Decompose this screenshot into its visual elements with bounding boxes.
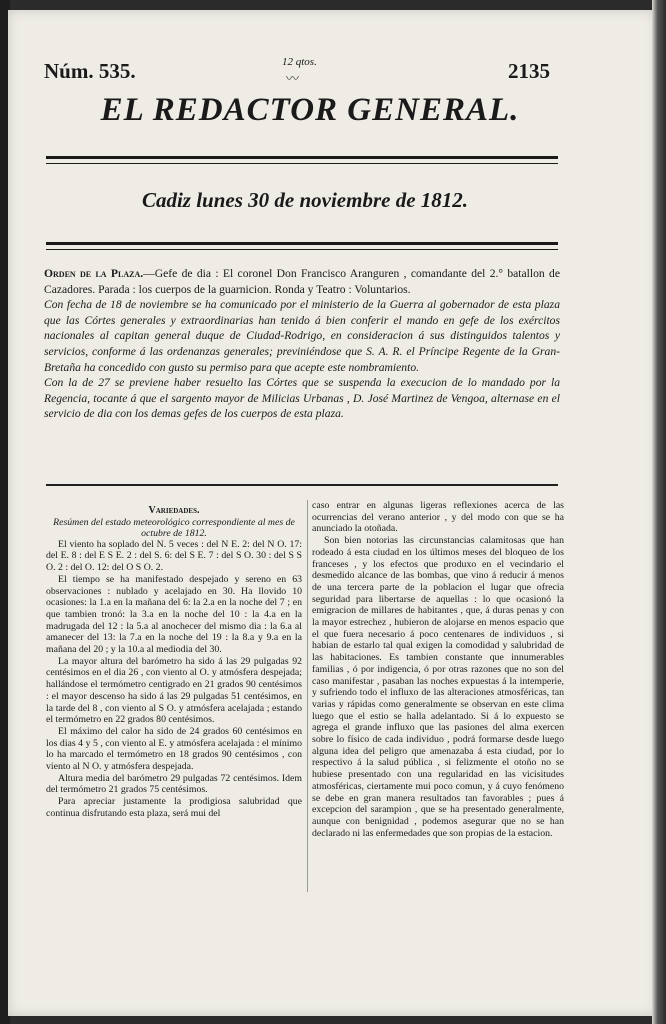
masthead-rule [46, 156, 558, 164]
paragraph: La mayor altura del barómetro ha sido á las 29 pulgadas 92 centésimos en el dia 26 , con viento al O. y atmósfera despejada; hallándose el termómetro centigrado en 21 grados 90 centésimos : el mayor descenso ha sido á las 29 pulgadas 51 centésimos, en la tarde del 8 , con viento al S O. y atmósfera acelajada ; estando el termómetro en 22 grados 80 centésimos. [46, 655, 302, 726]
page-number: 2135 [508, 59, 550, 83]
paragraph: Altura media del barómetro 29 pulgadas 72 centésimos. Idem del termómetro 21 grados 75 centésimos. [46, 772, 302, 796]
orden-text-2: Con fecha de 18 de noviembre se ha comunicado por el ministerio de la Guerra al gobernador de esta plaza que las Córtes generales y extraordinarias han tenido á bien conferir el mando en gefe de los exércitos nacionales al capitan general duque de Ciudad-Rodrigo, en consideracion á sus distinguidos talentos y servicios, conforme á las ordenanzas generales; previniéndose que S. A. R. el Príncipe Regente de la Gran-Bretaña ha concedido con gusto su permiso para que acepte este nombramiento. [44, 298, 560, 374]
left-column [46, 505, 302, 820]
dateline-rule [46, 242, 558, 250]
issue-price: 12 qtos. [282, 56, 317, 68]
paragraph: Son bien notorias las circunstancias calamitosas que han rodeado á esta ciudad en los últimos meses del bloqueo de los franceses , y los efectos que produxo en el vecindario el desmedido alcance de las bombas, que vino á reducir á menos de una tercera parte de la poblacion el lugar que ofrecia seguridad para libertarse de aquellas : lo que ocasionó la emigracion de millares de habitantes , que, á duras penas y con la mayor estrechez , hubieron de alojarse en menos espacio que el que fuera necesario á poco centenares de individuos , si habian de estarlo tal qual exigen la comodidad y salubridad de las habitaciones. Es tambien constante que innumerables familias , ó por indigencia, ó por otras razones que no son del caso manifestar , pasaban las noches expuestas á la intemperie, y sufriendo todo el influxo de las alteraciones atmosféricas, tan varias y rápidas como generalmente se observan en este clima luego que el estio se halla adelantado. Si á lo expuesto se agrega el grande influxo que las pasiones del alma exercen sobre lo físico de cada individuo , podrá formarse desde luego alguna idea del peligro que amenazaba á esta ciudad, por lo respectivo á la salud pública , si felizmente el otoño no se hubiese presentado con una regularidad en las vicisitudes atmosféricas, ciertamente mui poco comun, y á cuyo fenómeno se debe en gran manera resultados tan favorables ; pues á excepcion del sarampion , que se ha presentado generalmente, aunque con benignidad , podemos asegurar que no se han declarado ni las enfermedades que son propias de la estacion. [312, 535, 564, 839]
newspaper-title: EL REDACTOR GENERAL. [100, 92, 520, 128]
paragraph: caso entrar en algunas ligeras reflexiones acerca de las ocurrencias del verano anterior , y del modo con que se ha anunciado la otoñada. [312, 500, 564, 535]
paragraph: El tiempo se ha manifestado despejado y sereno en 63 observaciones : nublado y acelajado en 30. Ha llovido 10 ocasiones: la 1.a en la mañana del 6: la 2.a en la noche del 7 ; en que tambien tronó: la 3.a en la noche del 10 : la 4.a en la madrugada del 12 : la 5.a al anochecer del mismo dia : la 6.a al amanecer del 13: la 7.a en la noche del 19 : la 8.a y 9.a en la mañana del 20 ; y la 10.a al mediodia del 30. [46, 573, 302, 656]
paragraph: El viento ha soplado del N. 5 veces : del N E. 2: del N O. 17: del E. 8 : del E S E. 2 : del S. 6: del S E. 7 : del S O. 30 : del S S O. 2 : del O. 12: del O S O. 2. [46, 538, 302, 574]
section-title: Variedades. [148, 505, 200, 516]
column-divider [307, 500, 308, 892]
paragraph: Para apreciar justamente la prodigiosa salubridad que continua disfrutando esta plaza, será mui del [46, 796, 302, 819]
right-column [312, 500, 564, 839]
paragraph: El máximo del calor ha sido de 24 grados 60 centésimos en los dias 4 y 5 , con viento al E. y atmósfera acelajada : el mínimo lo ha marcado el termómetro en 18 grados 90 centésimos , con viento al N O. y atmósfera despejada. [46, 725, 302, 773]
orden-text-1: —Gefe de dia : El coronel Don Francisco Aranguren , comandante del 2.° batallon de Cazadores. Parada : los cuerpos de la guarnicion. Ronda y Teatro : Voluntarios. [44, 267, 560, 296]
scan-right-edge [652, 0, 666, 1024]
dateline: Cadiz lunes 30 de noviembre de 1812. [141, 188, 469, 212]
section-subtitle: Resúmen del estado meteorológico correspondiente al mes de octubre de 1812. [53, 516, 295, 539]
orden-de-la-plaza [44, 266, 560, 422]
orden-lead: Orden de la Plaza. [44, 267, 144, 280]
flourish-ornament: 〰 [286, 71, 300, 86]
issue-number: Núm. 535. [44, 59, 136, 83]
section-rule [46, 484, 558, 486]
orden-text-3: Con la de 27 se previene haber resuelto las Córtes que se suspenda la execucion de lo mandado por la Regencia, tocante á que el sargento mayor de Milicias Urbanas , D. José Martinez de Vengoa, alternase en el servicio de dia con los demas gefes de los cuerpos de esta plaza. [44, 376, 560, 421]
